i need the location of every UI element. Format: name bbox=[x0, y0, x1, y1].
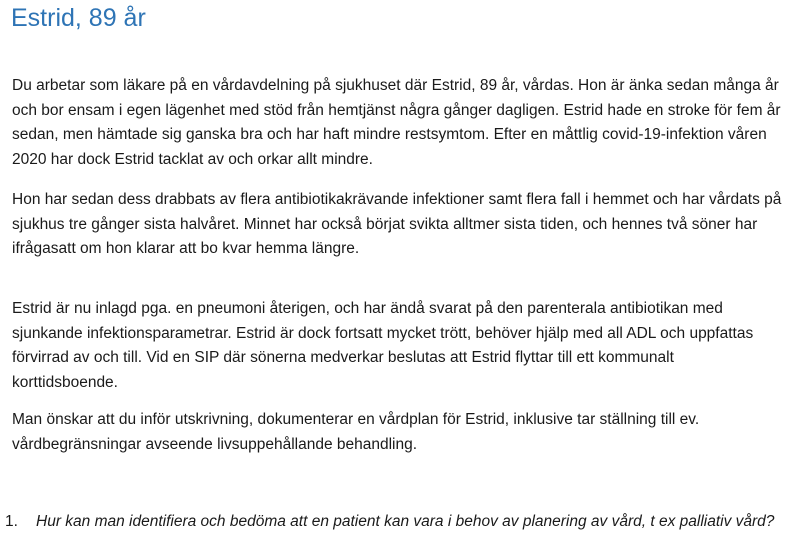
question-item bbox=[0, 510, 800, 534]
paragraph-intro: Du arbetar som läkare på en vårdavdelning på sjukhuset där Estrid, 89 år, vårdas. Hon är änka sedan många år och bor ensam i egen lägenhet med stöd från hemtjänst några gånger dagligen. Estrid hade en stroke för fem år sedan, men hämtade sig ganska bra och har haft mindre restsymtom. Efter en måttlig covid-19-infektion våren 2020 har dock Estrid tacklat av och orkar allt mindre. bbox=[12, 77, 781, 168]
document-title: Estrid, 89 år bbox=[11, 4, 146, 32]
question-number: 1. bbox=[5, 513, 18, 530]
paragraph-history: Hon har sedan dess drabbats av flera antibiotikakrävande infektioner samt flera fall i hemmet och har vårdats på sjukhus tre gånger sista halvåret. Minnet har också börjat svikta alltmer sista tiden, och hennes två söner har ifrågasatt om hon klarar att bo kvar hemma längre. bbox=[12, 191, 782, 257]
question-text: Hur kan man identifiera och bedöma att en patient kan vara i behov av planering av vård, t ex palliativ vård? bbox=[36, 513, 775, 530]
paragraph-task: Man önskar att du inför utskrivning, dokumenterar en vårdplan för Estrid, inklusive tar ställning till ev. vårdbegränsningar avseende livsuppehållande behandling. bbox=[12, 411, 700, 453]
paragraph-current-status: Estrid är nu inlagd pga. en pneumoni återigen, och har ändå svarat på den parenterala antibiotikan med sjunkande infektionsparametrar. Estrid är dock fortsatt mycket trött, behöver hjälp med all ADL och uppfattas förvirrad av och till. Vid en SIP där sönerna medverkar beslutas att Estrid flyttar till ett kommunalt korttidsboende. bbox=[12, 300, 754, 391]
